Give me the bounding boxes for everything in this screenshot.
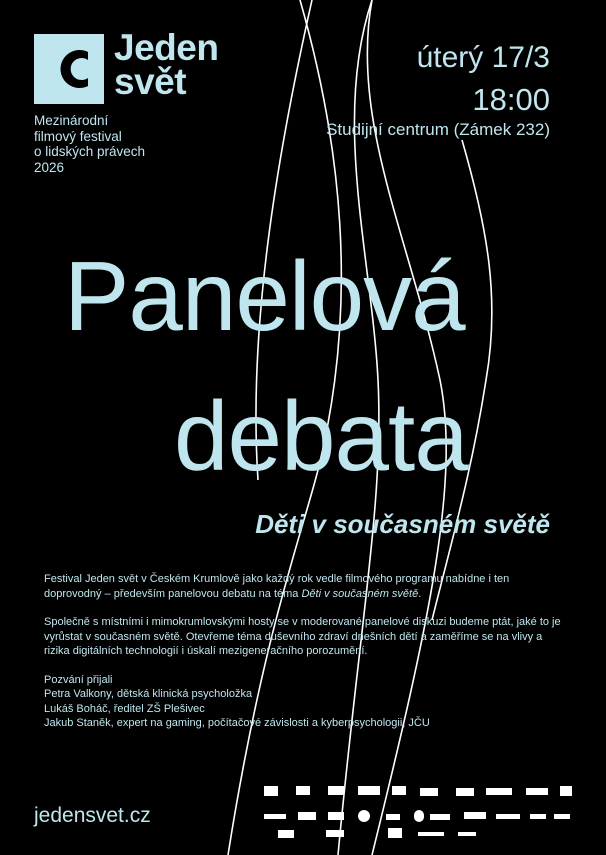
sponsor-logo-icon	[418, 832, 444, 836]
sponsor-logo-icon	[456, 788, 474, 796]
tagline-line: o lidských právech	[34, 144, 146, 159]
sponsor-logo-icon	[298, 812, 316, 820]
sponsor-logo-icon	[526, 788, 548, 795]
sponsor-logo-icon	[358, 786, 380, 795]
event-date: úterý 17/3	[416, 41, 550, 74]
tagline-line: Mezinárodní	[34, 113, 109, 128]
tagline-line: filmový festival	[34, 128, 122, 144]
event-subtitle: Děti v současném světě	[255, 509, 550, 539]
sponsor-logo-icon	[458, 832, 476, 836]
sponsor-logo-icon	[264, 814, 286, 819]
event-time: 18:00	[472, 82, 550, 117]
brand-line-2: svět	[114, 61, 187, 102]
sponsor-logo-icon	[554, 814, 570, 819]
event-title-line-1: Panelová	[64, 241, 465, 351]
sponsor-logo-icon	[328, 786, 344, 795]
sponsor-logo-icon	[392, 786, 406, 795]
sponsor-logo-icon	[414, 810, 424, 822]
sponsor-logo-icon	[358, 810, 370, 822]
sponsor-logo-icon	[328, 812, 344, 820]
guests-heading: Pozvání přijali	[44, 673, 113, 686]
sponsor-logo-icon	[530, 814, 546, 819]
sponsor-logo-icon	[278, 830, 294, 838]
tagline-year: 2026	[34, 159, 65, 175]
sponsor-logo-icon	[296, 786, 310, 795]
sponsor-logo-icon	[264, 786, 278, 796]
guest-item: Lukáš Boháč, ředitel ZŠ Plešivec	[44, 702, 205, 715]
event-title-line-2: debata	[174, 381, 468, 491]
sponsor-logo-icon	[420, 788, 438, 796]
description-paragraph-2: Společně s místními i mimokrumlovskými hosty se v moderované panelové diskuzi budeme ptát, jaké to je vyrůstat v současném světě. Otevřeme téma duševního zdraví dnešních dětí a zaměříme se na vlivy a rizika digitálních technologií i úskalí mezigeneračního porozumění.	[44, 616, 561, 657]
guest-item: Petra Valkony, dětská klinická psycholožka	[44, 688, 253, 700]
sponsor-logo-icon	[326, 830, 344, 837]
guest-list	[44, 673, 564, 731]
brand-line-1: Jeden	[114, 27, 219, 68]
sponsor-logo-icon	[386, 814, 400, 820]
sponsor-logo-icon	[388, 828, 402, 838]
website-url: jedensvet.cz	[34, 804, 151, 827]
brand-name	[114, 27, 219, 102]
jeden-svet-logo-icon	[34, 34, 104, 104]
event-venue: Studijní centrum (Zámek 232)	[326, 120, 550, 139]
description-paragraph-1: Festival Jeden svět v Českém Krumlově jako každý rok vedle filmového programu nabídne i ten doprovodný – především panelovou debatu na téma Děti v současném světě.	[44, 573, 510, 600]
festival-tagline	[34, 113, 145, 175]
sponsor-logo-icon	[486, 788, 512, 795]
sponsor-logos	[258, 772, 574, 842]
event-description	[44, 572, 564, 731]
sponsor-logo-icon	[496, 814, 520, 819]
sponsor-logo-icon	[464, 812, 486, 819]
sponsor-logo-icon	[560, 786, 572, 796]
topic-emphasis: Děti v současném světě	[301, 587, 419, 600]
sponsor-logo-icon	[430, 814, 450, 820]
guest-item: Jakub Staněk, expert na gaming, počítačové závislosti a kyberpsychologii, JČU	[44, 717, 430, 729]
